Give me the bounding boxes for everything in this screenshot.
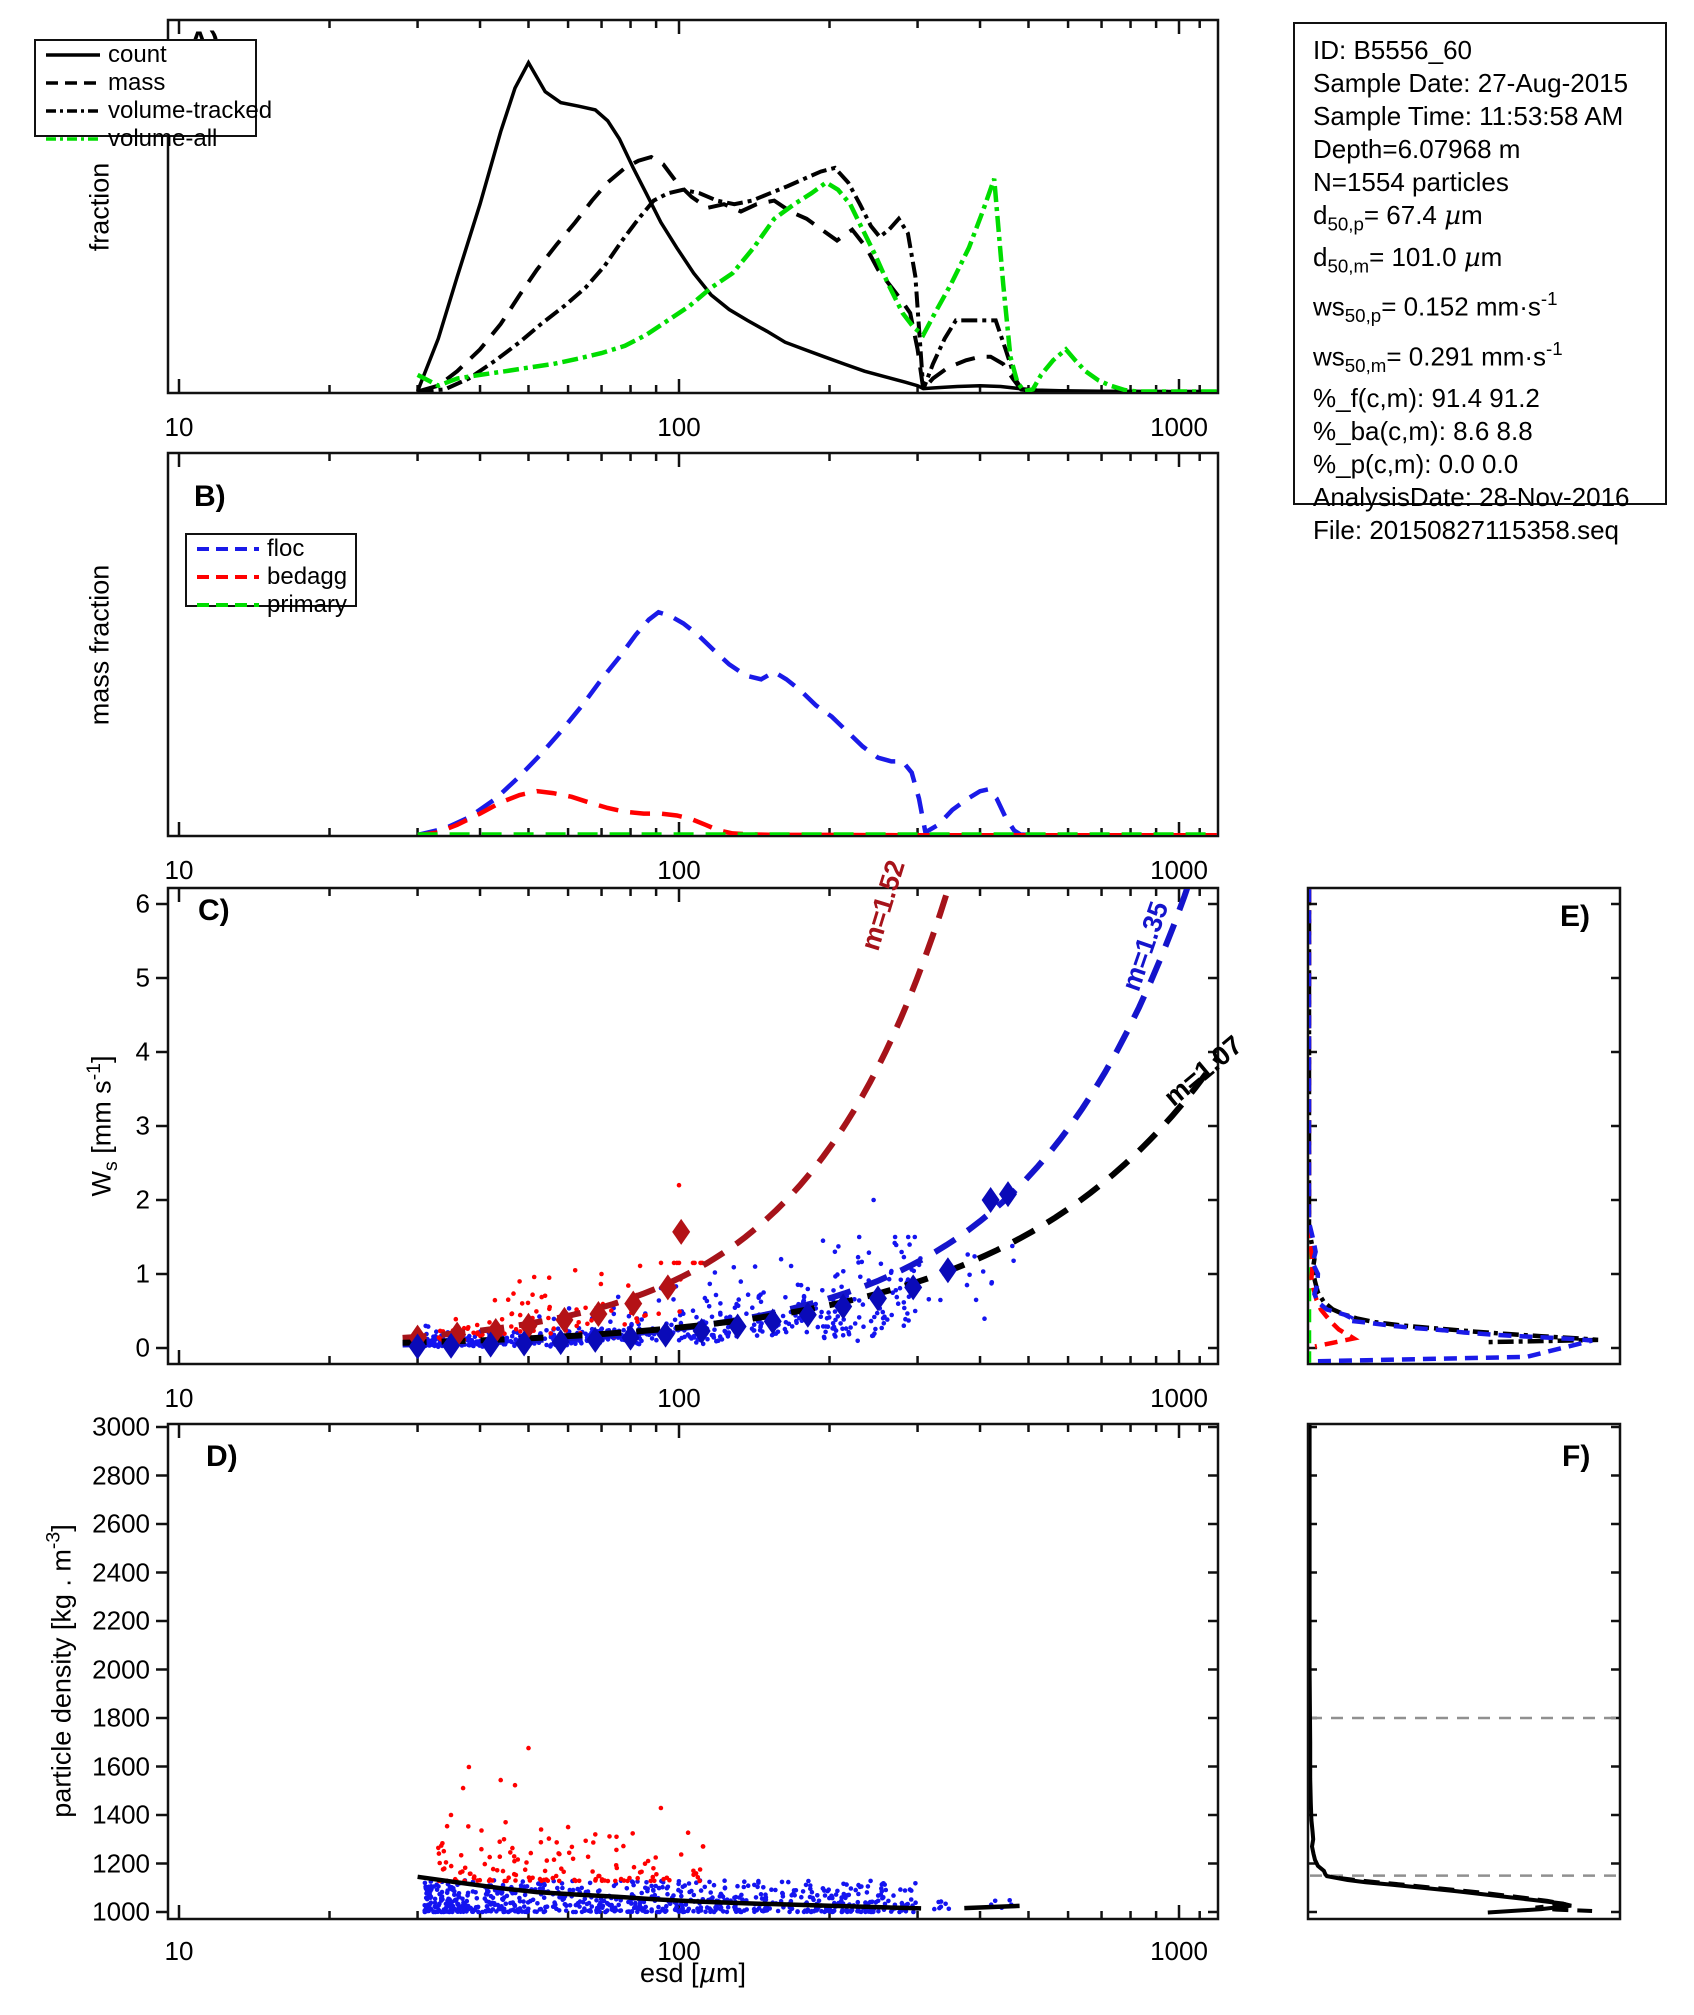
sample-info-box xyxy=(1293,22,1667,545)
info-line: $ws_{50,m}= 0.291$ $mm\cdot s^{-1}$ xyxy=(1313,337,1563,376)
volume-tracked-line-sample-icon xyxy=(44,106,102,116)
y-tick-label: 2200 xyxy=(92,1605,150,1636)
x-tick-label: 10 xyxy=(164,855,194,885)
x-tick-label: 1000 xyxy=(1150,855,1208,885)
info-line: %_ba(c,m): 8.6 8.8 xyxy=(1313,415,1533,446)
volume-all-line-sample-icon xyxy=(44,134,102,144)
x-tick-label: 1000 xyxy=(1150,1936,1208,1966)
series-count xyxy=(418,63,1217,392)
y-tick-label: 1200 xyxy=(92,1848,150,1878)
panel-e-tag: E) xyxy=(1560,900,1590,933)
fit-label: m=1.07 xyxy=(1158,1029,1249,1113)
x-tick-label: 10 xyxy=(164,1383,194,1413)
y-tick-label: 4 xyxy=(135,1036,150,1067)
x-axis-label: esd [µm] xyxy=(639,1958,747,1989)
y-tick-label: 1400 xyxy=(92,1799,150,1830)
y-tick-label: 0 xyxy=(135,1332,150,1363)
info-line: Sample Time: 11:53:58 AM xyxy=(1313,101,1624,131)
panel-a-ylabel: fraction xyxy=(84,162,115,252)
legend-item-mass: mass xyxy=(36,69,255,97)
mass-line-sample-icon xyxy=(44,78,102,88)
series-bedagg xyxy=(418,791,1217,835)
x-tick-label: 1000 xyxy=(1150,1383,1208,1413)
legend-panel-a xyxy=(34,39,273,152)
y-tick-label: 3 xyxy=(135,1110,150,1141)
info-line: N=1554 particles xyxy=(1313,167,1509,197)
x-tick-label: 100 xyxy=(657,1383,701,1413)
y-tick-label: 1800 xyxy=(92,1702,150,1733)
legend-item-volume-tracked: volume-tracked xyxy=(36,97,255,125)
series-volume-all xyxy=(418,179,1217,392)
info-line: File: 20150827115358.seq xyxy=(1313,514,1619,545)
series-mass xyxy=(418,157,1217,392)
bedagg-line-sample-icon xyxy=(195,572,261,582)
info-line: Sample Date: 27-Aug-2015 xyxy=(1313,68,1629,98)
y-tick-label: 2 xyxy=(135,1184,150,1215)
legend-item-count: count xyxy=(36,41,255,69)
y-tick-label: 5 xyxy=(135,962,150,993)
y-tick-label: 6 xyxy=(135,888,150,919)
info-line: %_p(c,m): 0.0 0.0 xyxy=(1313,448,1519,479)
count-line-sample-icon xyxy=(44,50,102,60)
legend-panel-b xyxy=(185,533,357,618)
panel-b-tag: B) xyxy=(194,480,226,513)
panel-f-tag: F) xyxy=(1562,1440,1591,1473)
panel-b-ylabel: mass fraction xyxy=(84,564,115,726)
y-tick-label: 2600 xyxy=(92,1508,150,1539)
x-tick-label: 100 xyxy=(657,412,701,442)
fit-m=1.52 xyxy=(403,890,948,1338)
info-line: ID: B5556_60 xyxy=(1313,35,1473,65)
y-tick-label: 2000 xyxy=(92,1654,150,1684)
y-tick-label: 3000 xyxy=(92,1411,150,1442)
x-tick-label: 100 xyxy=(657,1936,701,1966)
hist-density-hist-tracked xyxy=(1310,1417,1572,1912)
panel-c-content xyxy=(403,863,1219,1359)
legend-item-volume-all: volume-all xyxy=(36,125,255,153)
y-tick-label: 2800 xyxy=(92,1460,150,1490)
fit-m=1.35 xyxy=(403,863,1196,1344)
info-line: Depth=6.07968 m xyxy=(1313,134,1521,164)
y-tick-label: 1600 xyxy=(92,1751,150,1781)
info-line: %_f(c,m): 91.4 91.2 xyxy=(1313,382,1540,413)
y-tick-label: 2400 xyxy=(92,1557,150,1587)
info-line: $d_{50,m}= 101.0$ µm xyxy=(1313,241,1503,277)
series-floc xyxy=(418,612,1217,835)
panel-d-tag: D) xyxy=(206,1440,238,1473)
hist-tracked-all xyxy=(1309,889,1598,1342)
fit-label: m=1.35 xyxy=(1115,897,1175,995)
y-tick-label: 1000 xyxy=(92,1896,150,1927)
info-line: $d_{50,p}= 67.4$ µm xyxy=(1313,200,1483,235)
panel-c-tag: C) xyxy=(198,894,230,927)
panel-c-ylabel: $W_s$ [mm $s^{-1}$] xyxy=(82,1055,123,1197)
x-tick-label: 10 xyxy=(164,412,194,442)
line-density-fit-coarse xyxy=(964,1906,1019,1908)
x-tick-label: 10 xyxy=(164,1936,194,1966)
legend-item-floc: floc xyxy=(187,535,355,563)
legend-item-bedagg: bedagg xyxy=(187,563,355,591)
x-tick-label: 100 xyxy=(657,855,701,885)
x-tick-label: 1000 xyxy=(1150,412,1208,442)
primary-line-sample-icon xyxy=(195,600,261,610)
info-line: AnalysisDate: 28-Nov-2016 xyxy=(1313,481,1630,512)
legend-item-primary: primary xyxy=(187,591,355,619)
floc-line-sample-icon xyxy=(195,544,261,554)
y-tick-label: 1 xyxy=(135,1258,150,1289)
fit-m=1.07 xyxy=(403,1056,1219,1343)
fit-label: m=1.52 xyxy=(855,856,911,954)
hist-bedagg xyxy=(1309,889,1354,1346)
panel-d-ylabel: particle density [kg . $m^{-3}$] xyxy=(42,1524,77,1818)
series-volume-tracked xyxy=(418,168,1217,392)
hist-floc xyxy=(1309,889,1592,1361)
panel-d-content xyxy=(418,1746,1020,1915)
info-line: $ws_{50,p}= 0.152$ $mm\cdot s^{-1}$ xyxy=(1313,288,1558,326)
